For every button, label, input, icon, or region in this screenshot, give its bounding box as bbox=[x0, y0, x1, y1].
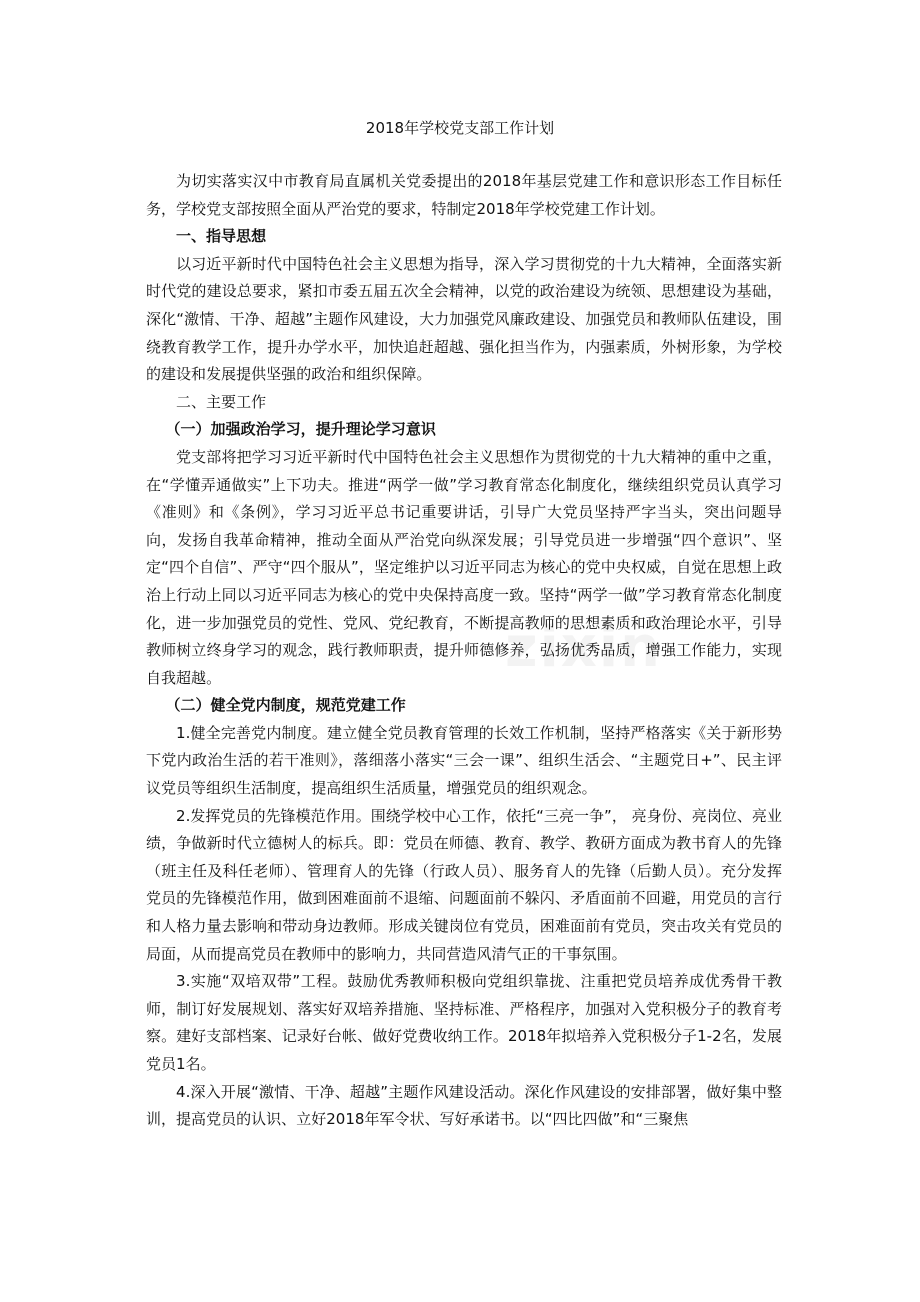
paragraph-political-study: 党支部将把学习习近平新时代中国特色社会主义思想作为贯彻党的十九大精神的重中之重，在“学懂弄通做实”上下功夫。推进“两学一做”学习教育常态化制度化，继续组织党员认真学习《准则》和《条例》，学习习近平总书记重要讲话，引导广大党员坚持严字当头，突出问题导向，发扬自我革命精神，推动全面从严治党向纵深发展；引导党员进一步增强“四个意识”、坚定“四个自信”、严守“四个服从”，坚定维护以习近平同志为核心的党中央权威，自觉在思想上政治上行动上同以习近平同志为核心的党中央保持高度一致。坚持“两学一做”学习教育常态化制度化，进一步加强党员的党性、党风、党纪教育，不断提高教师的思想素质和政治理论水平，引导教师树立终身学习的观念，践行教师职责，提升师德修养，弘扬优秀品质，增强工作能力，实现自我超越。 bbox=[146, 447, 782, 687]
document-title: 2018年学校党支部工作计划 bbox=[365, 119, 555, 137]
intro-paragraph: 为切实落实汉中市教育局直属机关党委提出的2018年基层党建工作和意识形态工作目标任务，学校党支部按照全面从严治党的要求，特制定2018年学校党建工作计划。 bbox=[146, 172, 782, 218]
paragraph-item-1: 1.健全完善党内制度。建立健全党员教育管理的长效工作机制，坚持严格落实《关于新形势下党内政治生活的若干准则》，落细落小落实“三会一课”、组织生活会、“主题党日+”、民主评议党员等组织生活制度，提高组织生活质量，增强党员的组织观念。 bbox=[146, 723, 782, 798]
document-body bbox=[146, 168, 782, 1134]
watermark: zixin bbox=[505, 615, 662, 680]
paragraph-item-3: 3.实施“双培双带”工程。鼓励优秀教师积极向党组织靠拢、注重把党员培养成优秀骨干教师，制订好发展规划、落实好双培养措施、坚持标准、严格程序，加强对入党积极分子的教育考察。建好支部档案、记录好台帐、做好党费收纳工作。2018年拟培养入党积极分子1-2名，发展党员1名。 bbox=[146, 972, 782, 1073]
section-heading-2: 二、主要工作 bbox=[176, 392, 267, 411]
subsection-heading-2: （二）健全党内制度，规范党建工作 bbox=[165, 696, 406, 715]
subsection-heading-1: （一）加强政治学习，提升理论学习意识 bbox=[165, 420, 436, 439]
paragraph-item-4: 4.深入开展“激情、干净、超越”主题作风建设活动。深化作风建设的安排部署，做好集中整训，提高党员的认识、立好2018年军令状、写好承诺书。以“四比四做”和“三聚焦 bbox=[146, 1082, 782, 1129]
paragraph-item-2: 2.发挥党员的先锋模范作用。围绕学校中心工作，依托“三亮一争”， 亮身份、亮岗位、亮业绩，争做新时代立德树人的标兵。即：党员在师德、教育、教学、教研方面成为教书育人的先锋（班主任及科任老师）、管理育人的先锋（行政人员）、服务育人的先锋（后勤人员）。充分发挥党员的先锋模范作用，做到困难面前不退缩、问题面前不躲闪、矛盾面前不回避，用党员的言行和人格力量去影响和带动身边教师。形成关键岗位有党员，困难面前有党员，突击攻关有党员的局面，从而提高党员在教师中的影响力，共同营造风清气正的干事氛围。 bbox=[146, 806, 782, 963]
paragraph-guiding-thought: 以习近平新时代中国特色社会主义思想为指导，深入学习贯彻党的十九大精神，全面落实新时代党的建设总要求，紧扣市委五届五次全会精神，以党的政治建设为统领、思想建设为基础，深化“激情、干净、超越”主题作风建设，大力加强党风廉政建设、加强党员和教师队伍建设，围绕教育教学工作，提升办学水平，加快追赶超越、强化担当作为，内强素质，外树形象，为学校的建设和发展提供坚强的政治和组织保障。 bbox=[146, 254, 782, 384]
section-heading-1: 一、指导思想 bbox=[176, 227, 267, 246]
